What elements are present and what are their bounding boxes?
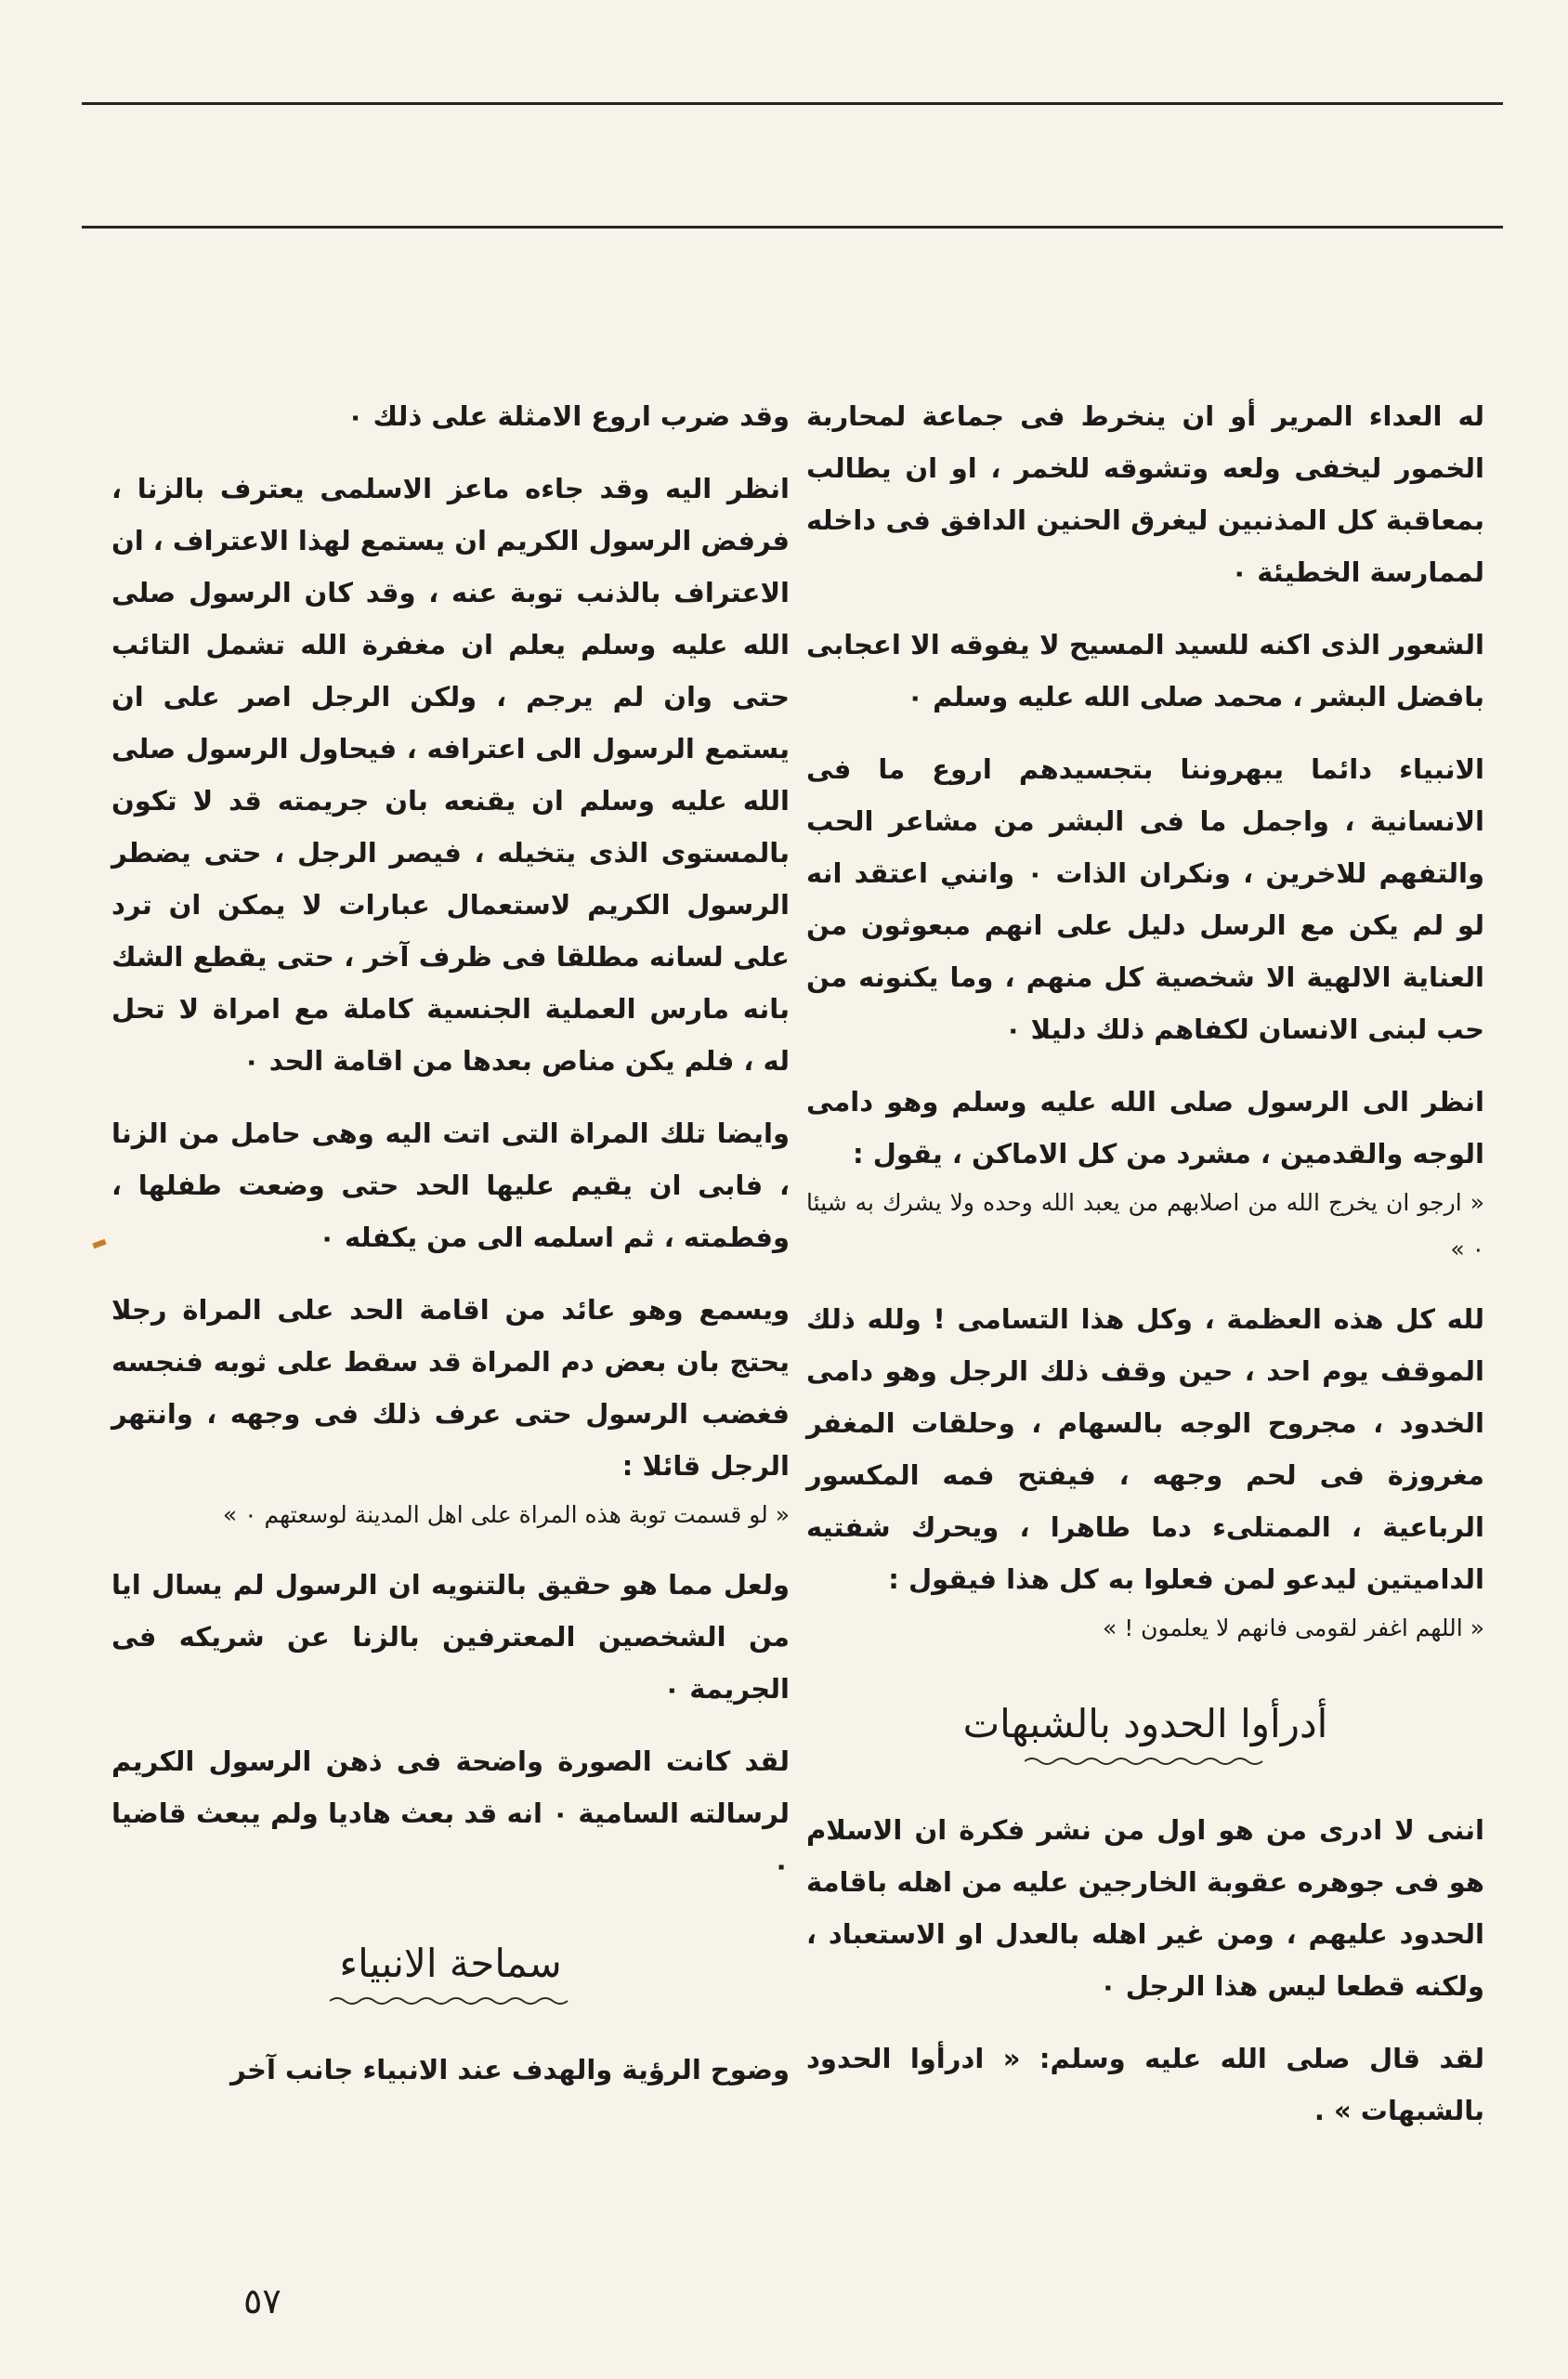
paragraph: اننى لا ادرى من هو اول من نشر فكرة ان الاسلام هو فى جوهره عقوبة الخارجين عليه من اهله باقامة الحدود عليهم ، ومن غير اهله بالعدل او الاستعباد ، ولكنه قطعا ليس هذا الرجل ٠ [806,1814,1484,2002]
left-column [111,390,790,2116]
paragraph: انظر الى الرسول صلى الله عليه وسلم وهو دامى الوجه والقدمين ، مشرد من كل الاماكن ، يقول : [806,1086,1484,1170]
paragraph: ويسمع وهو عائد من اقامة الحد على المراة رجلا يحتج بان بعض دم المراة قد سقط على ثوبه فنجسه فغضب الرسول حتى عرف ذلك فى وجهه ، وانتهر الرجل قائلا : [111,1294,790,1482]
section-heading: أدرأوا الحدود بالشبهات [806,1698,1484,1767]
top-rule [82,102,1503,105]
paragraph: الشعور الذى اكنه للسيد المسيح لا يفوقه الا اعجابى بافضل البشر ، محمد صلى الله عليه وسلم ٠ [806,629,1484,712]
page-number: ٥٧ [243,2281,281,2321]
paragraph: وايضا تلك المراة التى اتت اليه وهى حامل من الزنا ، فابى ان يقيم عليها الحد حتى وضعت طفلها ، وفطمته ، ثم اسلمه الى من يكفله ٠ [111,1118,790,1253]
section-heading: سماحة الانبياء [111,1938,790,2006]
quote: « لو قسمت توبة هذه المراة على اهل المدينة لوسعتهم ٠ » [222,1501,790,1528]
paragraph: وضوح الرؤية والهدف عند الانبياء جانب آخر [230,2054,790,2085]
quote: « اللهم اغفر لقومى فانهم لا يعلمون ! » [1102,1614,1484,1641]
paragraph: انظر اليه وقد جاءه ماعز الاسلمى يعترف بالزنا ، فرفض الرسول الكريم ان يستمع لهذا الاعتراف ، ان الاعتراف بالذنب توبة عنه ، وقد كان الرسول صلى الله عليه وسلم يعلم ان مغفرة الله تشمل التائب حتى وان لم يرجم ، ولكن الرجل اصر على ان يستمع الرسول الى اعترافه ، فيحاول الرسول صلى الله عليه وسلم ان يقنعه بان جريمته قد لا تكون بالمستوى الذى يتخيله ، فيصر الرجل ، حتى يضطر الرسول الكريم لاستعمال عبارات لا يمكن ان ترد على لسانه مطلقا فى ظرف آخر ، حتى يقطع الشك بانه مارس العملية الجنسية كاملة مع امراة لا تحل له ، فلم يكن مناص بعدها من اقامة الحد ٠ [111,473,790,1077]
paragraph: لقد كانت الصورة واضحة فى ذهن الرسول الكريم لرسالته السامية ٠ انه قد بعث هاديا ولم يبعث قاضيا ٠ [111,1745,790,1881]
paragraph: ولعل مما هو حقيق بالتنويه ان الرسول لم يسال ايا من الشخصين المعترفين بالزنا عن شريكه فى الجريمة ٠ [111,1569,790,1705]
paragraph: لله كل هذه العظمة ، وكل هذا التسامى ! ولله ذلك الموقف يوم احد ، حين وقف ذلك الرجل وهو دامى الخدود ، مجروح الوجه بالسهام ، وحلقات المغفر مغروزة فى لحم وجهه ، فيفتح فمه المكسور الرباعية ، الممتلىء دما طاهرا ، ويحرك شفتيه الداميتين ليدعو لمن فعلوا به كل هذا فيقول : [806,1303,1484,1595]
heading-underline-ornament [330,1995,571,2006]
margin-mark [92,1239,106,1248]
paragraph: له العداء المرير أو ان ينخرط فى جماعة لمحاربة الخمور ليخفى ولعه وتشوقه للخمر ، او ان يطالب بمعاقبة كل المذنبين ليغرق الحنين الدافق فى داخله لممارسة الخطيئة ٠ [806,400,1484,588]
right-column [806,390,1484,2157]
paragraph: وقد ضرب اروع الامثلة على ذلك ٠ [346,400,790,432]
quote: « ارجو ان يخرج الله من اصلابهم من يعبد الله وحده ولا يشرك به شيئا ٠ » [806,1189,1484,1262]
heading-underline-ornament [1025,1756,1266,1767]
second-rule [82,226,1503,229]
paragraph: لقد قال صلى الله عليه وسلم: « ادرأوا الحدود بالشبهات » . [806,2043,1484,2126]
paragraph: الانبياء دائما يبهروننا بتجسيدهم اروع ما فى الانسانية ، واجمل ما فى البشر من مشاعر الحب والتفهم للاخرين ، ونكران الذات ٠ وانني اعتقد انه لو لم يكن مع الرسل دليل على انهم مبعوثون من العناية الالهية الا شخصية كل منهم ، وما يكنونه من حب لبنى الانسان لكفاهم ذلك دليلا ٠ [806,753,1484,1045]
